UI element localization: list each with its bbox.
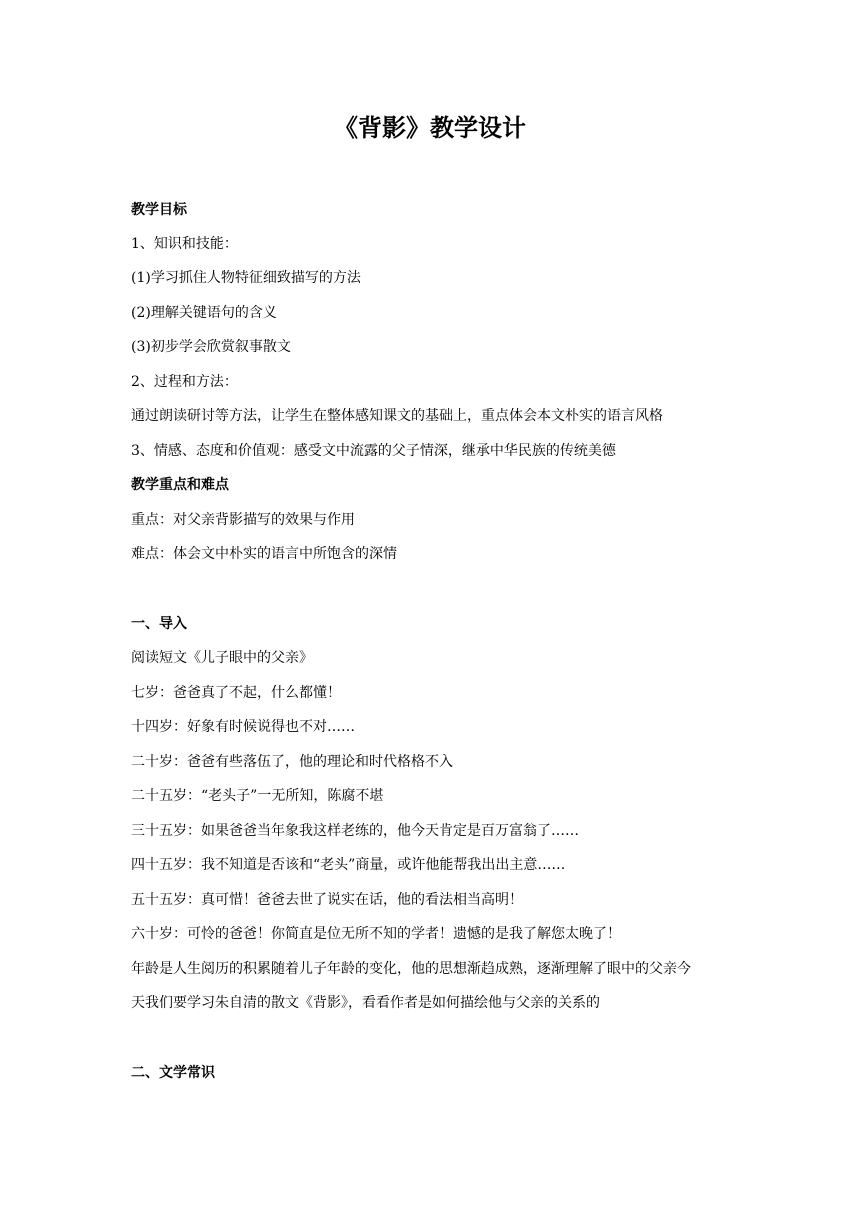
objectives-line: 通过朗读研讨等方法，让学生在整体感知课文的基础上，重点体会本文朴实的语言风格	[131, 408, 663, 424]
objectives-line: 3、情感、态度和价值观：感受文中流露的父子情深，继承中华民族的传统美德	[131, 443, 616, 459]
key-points-line: 难点：体会文中朴实的语言中所饱含的深情	[131, 546, 397, 562]
objectives-line: (2)理解关键语句的含义	[131, 305, 277, 321]
intro-line: 十四岁：好象有时候说得也不对……	[131, 719, 355, 735]
objectives-line: 1、知识和技能：	[131, 236, 238, 252]
objectives-heading: 教学目标	[131, 202, 187, 218]
section-heading-literary: 二、文学常识	[131, 1065, 215, 1081]
intro-line: 阅读短文《儿子眼中的父亲》	[131, 650, 313, 666]
document-title: 《背影》教学设计	[334, 114, 526, 142]
section-heading-intro: 一、导入	[131, 616, 187, 632]
key-points-line: 重点：对父亲背影描写的效果与作用	[131, 512, 355, 528]
objectives-line: (1)学习抓住人物特征细致描写的方法	[131, 270, 361, 286]
intro-line: 六十岁：可怜的爸爸！你简直是位无所不知的学者！遗憾的是我了解您太晚了！	[131, 926, 621, 942]
objectives-line: (3)初步学会欣赏叙事散文	[131, 339, 291, 355]
intro-line: 年龄是人生阅历的积累随着儿子年龄的变化，他的思想渐趋成熟，逐渐理解了眼中的父亲今	[131, 961, 691, 977]
intro-line: 二十五岁：“老头子”一无所知，陈腐不堪	[131, 788, 384, 804]
intro-line: 天我们要学习朱自清的散文《背影》，看看作者是如何描绘他与父亲的关系的	[131, 995, 600, 1011]
intro-line: 五十五岁：真可惜！爸爸去世了说实在话，他的看法相当高明！	[131, 892, 523, 908]
intro-line: 二十岁：爸爸有些落伍了，他的理论和时代格格不入	[131, 754, 453, 770]
intro-line: 四十五岁：我不知道是否该和“老头”商量，或许他能帮我出出主意……	[131, 857, 566, 873]
key-points-heading: 教学重点和难点	[131, 477, 229, 493]
objectives-line: 2、过程和方法：	[131, 374, 238, 390]
intro-line: 三十五岁：如果爸爸当年象我这样老练的，他今天肯定是百万富翁了……	[131, 823, 579, 839]
intro-line: 七岁：爸爸真了不起，什么都懂！	[131, 685, 341, 701]
